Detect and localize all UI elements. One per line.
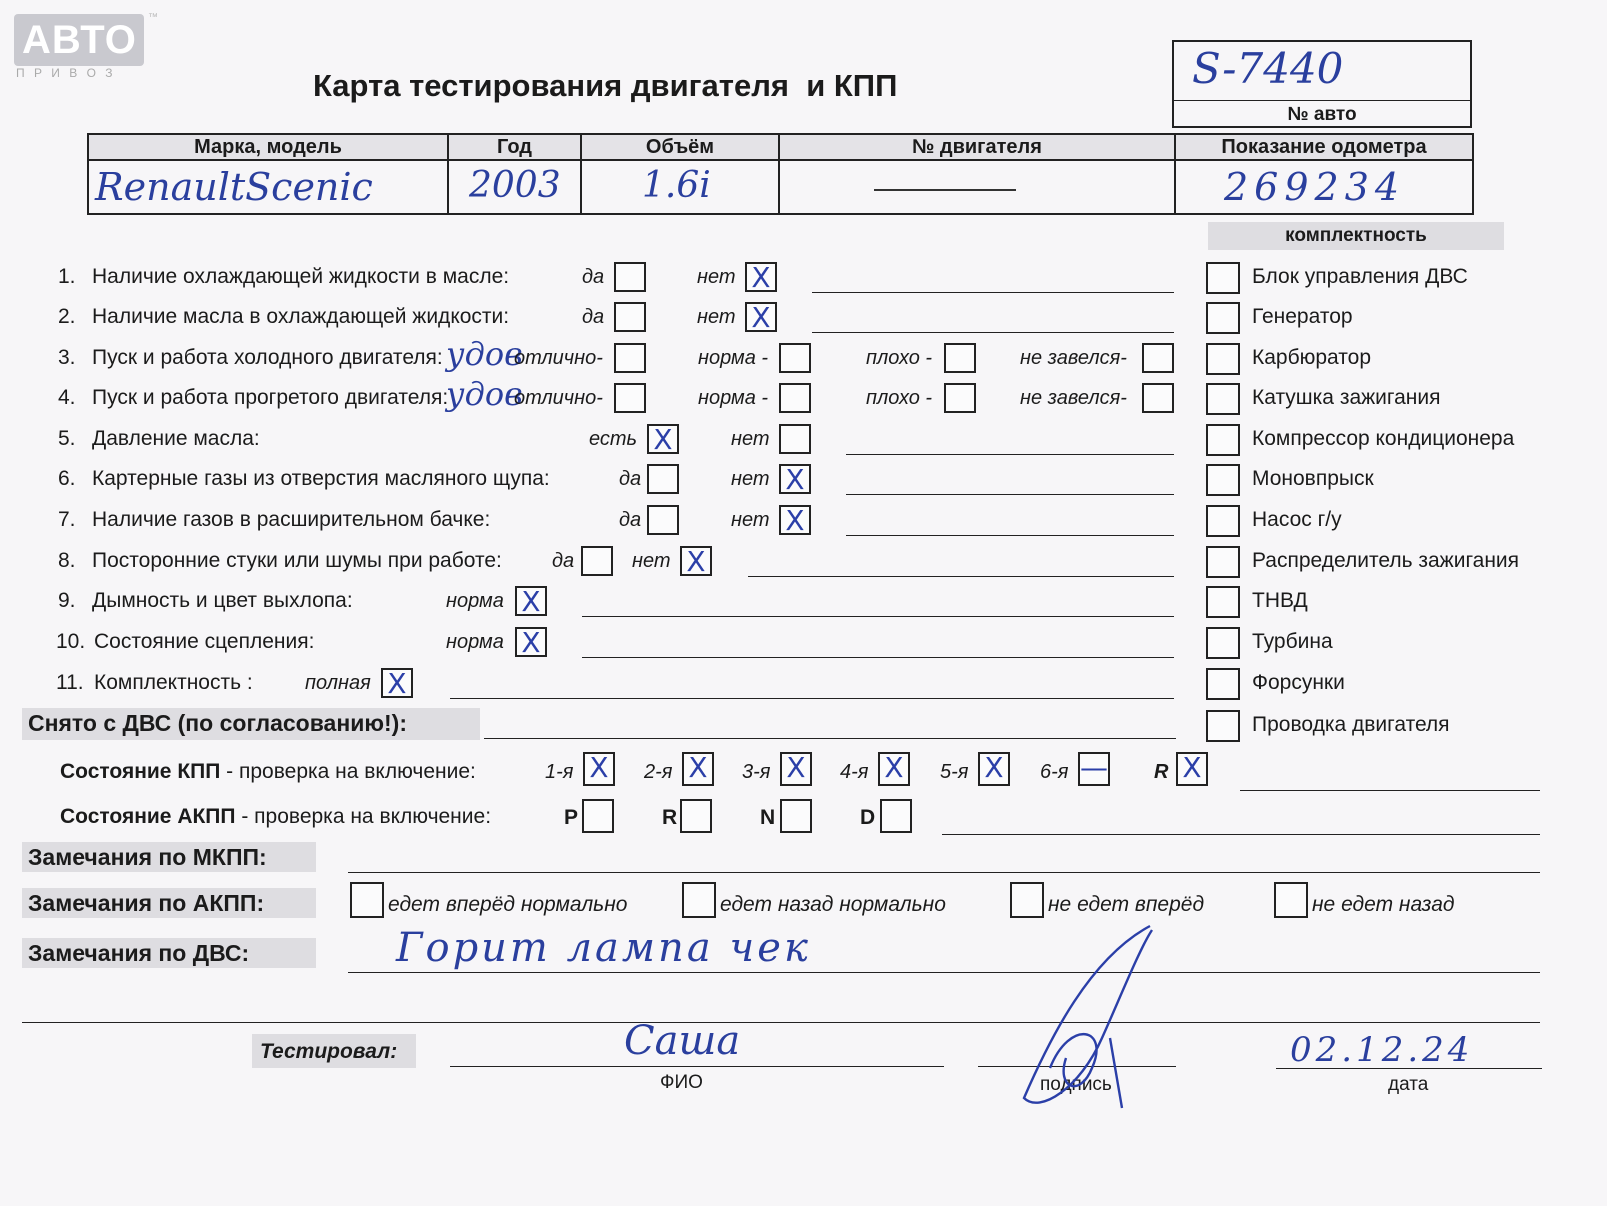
tested-by-label: Тестировал: xyxy=(260,1040,398,1063)
check-number: 11. xyxy=(56,671,84,694)
akpp-mode-box[interactable] xyxy=(780,799,812,833)
value-engine-number xyxy=(779,160,1175,214)
check-option-box[interactable] xyxy=(1142,383,1174,413)
check-option-box[interactable] xyxy=(745,302,777,332)
car-number-label: № авто xyxy=(1287,104,1357,125)
check-option-label: да xyxy=(582,306,605,328)
akpp-label: Состояние АКПП - проверка на включение: xyxy=(60,805,492,828)
remarks-dvs-handwritten: Горит лампа чек xyxy=(396,925,811,971)
answer-line xyxy=(582,657,1174,658)
check-option-box[interactable] xyxy=(1142,343,1174,373)
akpp-remark-option-label: не едет вперёд xyxy=(1048,893,1205,916)
completeness-item-label: Катушка зажигания xyxy=(1252,386,1441,409)
check-question: Давление масла: xyxy=(92,427,260,450)
remarks-dvs-label: Замечания по ДВС: xyxy=(28,940,250,966)
completeness-checkbox[interactable] xyxy=(1206,262,1240,294)
check-option-label: норма - xyxy=(698,387,769,409)
check-option-box[interactable] xyxy=(614,262,646,292)
kpp-gear-label: 4-я xyxy=(840,761,869,783)
akpp-mode-label: N xyxy=(760,806,776,829)
completeness-checkbox[interactable] xyxy=(1206,668,1240,700)
completeness-checkbox[interactable] xyxy=(1206,424,1240,456)
check-question: Картерные газы из отверстия масляного щупа: xyxy=(92,467,550,490)
completeness-checkbox[interactable] xyxy=(1206,546,1240,578)
check-option-label: не завелся- xyxy=(1020,347,1127,369)
completeness-checkbox[interactable] xyxy=(1206,627,1240,659)
check-option-box[interactable] xyxy=(647,505,679,535)
remarks-akpp-label: Замечания по АКПП: xyxy=(28,890,265,916)
kpp-gear-box-mark: — xyxy=(1080,751,1108,784)
check-option-box[interactable] xyxy=(581,546,613,576)
completeness-item-label: Форсунки xyxy=(1252,671,1345,694)
completeness-item-label: Турбина xyxy=(1252,630,1333,653)
completeness-checkbox[interactable] xyxy=(1206,343,1240,375)
kpp-gear-box[interactable] xyxy=(682,752,714,786)
kpp-gear-box-mark: X xyxy=(884,751,904,784)
completeness-item-label: Генератор xyxy=(1252,305,1353,328)
akpp-remark-checkbox[interactable] xyxy=(682,882,716,918)
completeness-item-label: Проводка двигателя xyxy=(1252,713,1450,736)
check-option-label: нет xyxy=(697,266,736,288)
check-number: 1. xyxy=(58,265,76,288)
completeness-checkbox[interactable] xyxy=(1206,710,1240,742)
check-number: 10. xyxy=(56,630,86,653)
vehicle-info-table xyxy=(87,133,1474,215)
check-option-box[interactable] xyxy=(515,627,547,657)
kpp-gear-label: R xyxy=(1154,761,1169,783)
check-question: Наличие масла в охлаждающей жидкости: xyxy=(92,305,510,328)
answer-line xyxy=(846,494,1174,495)
value-make-model: RenaultScenic xyxy=(88,160,448,214)
check-option-box[interactable] xyxy=(779,424,811,454)
check-option-box[interactable] xyxy=(614,343,646,373)
kpp-gear-label: 1-я xyxy=(545,761,574,783)
check-question: Наличие охлаждающей жидкости в масле: xyxy=(92,265,510,288)
col-engine-number: № двигателя xyxy=(779,134,1175,160)
answer-line xyxy=(748,576,1174,577)
check-option-label: норма xyxy=(446,590,504,612)
check-option-label: плохо - xyxy=(866,347,933,369)
akpp-remark-checkbox[interactable] xyxy=(1274,882,1308,918)
akpp-remark-checkbox[interactable] xyxy=(350,882,384,918)
check-question: Наличие газов в расширительном бачке: xyxy=(92,508,491,531)
logo-brand: АВТО xyxy=(22,18,137,62)
completeness-item-label: Карбюратор xyxy=(1252,346,1372,369)
check-handwritten-note: удов xyxy=(446,335,523,373)
kpp-gear-label: 6-я xyxy=(1040,761,1069,783)
removed-from-engine-label: Снято с ДВС (по согласованию!): xyxy=(28,710,407,736)
kpp-label: Состояние КПП - проверка на включение: xyxy=(60,760,476,783)
check-option-label: полная xyxy=(305,672,371,694)
avto-privoz-logo xyxy=(14,12,158,66)
car-number-box xyxy=(1172,40,1472,128)
akpp-mode-box[interactable] xyxy=(880,799,912,833)
check-option-label: нет xyxy=(731,468,770,490)
akpp-mode-label: R xyxy=(662,806,678,829)
fio-caption: ФИО xyxy=(660,1072,703,1093)
check-option-box[interactable] xyxy=(614,302,646,332)
check-question: Дымность и цвет выхлопа: xyxy=(92,589,353,612)
completeness-item-label: Насос г/у xyxy=(1252,508,1342,531)
completeness-checkbox[interactable] xyxy=(1206,302,1240,334)
check-option-box[interactable] xyxy=(515,586,547,616)
check-option-box-mark: X xyxy=(751,261,771,294)
check-option-box[interactable] xyxy=(680,546,712,576)
akpp-remark-option-label: едет вперёд нормально xyxy=(388,893,628,916)
check-option-label: отлично- xyxy=(514,347,603,369)
date-caption: дата xyxy=(1388,1074,1429,1095)
check-option-box[interactable] xyxy=(779,343,811,373)
kpp-gear-box-mark: X xyxy=(688,751,708,784)
answer-line xyxy=(582,616,1174,617)
completeness-item-label: Блок управления ДВС xyxy=(1252,265,1468,288)
check-number: 2. xyxy=(58,305,76,328)
remarks-mkpp-label: Замечания по МКПП: xyxy=(28,844,267,870)
check-option-box-mark: X xyxy=(521,585,541,618)
check-number: 7. xyxy=(58,508,76,531)
kpp-gear-box-mark: X xyxy=(786,751,806,784)
answer-line xyxy=(812,332,1174,333)
completeness-checkbox[interactable] xyxy=(1206,505,1240,537)
check-number: 5. xyxy=(58,427,76,450)
check-option-box[interactable] xyxy=(745,262,777,292)
value-odometer: 269234 xyxy=(1175,160,1473,214)
signature-caption: подпись xyxy=(1040,1074,1112,1095)
check-option-box[interactable] xyxy=(779,383,811,413)
check-option-label: плохо - xyxy=(866,387,933,409)
completeness-checkbox[interactable] xyxy=(1206,586,1240,618)
kpp-gear-box-mark: X xyxy=(984,751,1004,784)
akpp-remark-option-label: не едет назад xyxy=(1312,893,1455,916)
kpp-gear-box-mark: X xyxy=(1182,751,1202,784)
col-make-model: Марка, модель xyxy=(88,134,448,160)
kpp-gear-label: 2-я xyxy=(644,761,673,783)
check-number: 6. xyxy=(58,467,76,490)
check-option-box[interactable] xyxy=(779,464,811,494)
answer-line xyxy=(450,698,1174,699)
col-odometer: Показание одометра xyxy=(1175,134,1473,160)
check-option-box-mark: X xyxy=(751,301,771,334)
logo-subtitle: П Р И В О З xyxy=(16,66,116,80)
akpp-remark-checkbox[interactable] xyxy=(1010,882,1044,918)
check-option-label: да xyxy=(582,266,605,288)
kpp-gear-box[interactable] xyxy=(583,752,615,786)
check-question: Состояние сцепления: xyxy=(94,630,315,653)
check-option-label: есть xyxy=(589,428,638,450)
check-option-label: нет xyxy=(632,550,671,572)
value-volume: 1.6i xyxy=(581,160,779,214)
check-option-box-mark: X xyxy=(785,504,805,537)
akpp-remark-option-label: едет назад нормально xyxy=(720,893,946,916)
check-handwritten-note: удов xyxy=(446,375,523,413)
kpp-gear-box[interactable] xyxy=(1176,752,1208,786)
akpp-mode-box[interactable] xyxy=(582,799,614,833)
check-option-box-mark: X xyxy=(521,626,541,659)
check-option-box-mark: X xyxy=(653,423,673,456)
check-option-label: нет xyxy=(731,428,770,450)
check-question: Пуск и работа прогретого двигателя: xyxy=(92,386,449,409)
check-option-label: да xyxy=(619,509,642,531)
check-option-label: да xyxy=(552,550,575,572)
tester-name-handwritten: Саша xyxy=(624,1018,741,1064)
col-year: Год xyxy=(448,134,581,160)
check-number: 4. xyxy=(58,386,76,409)
check-option-label: не завелся- xyxy=(1020,387,1127,409)
check-option-box[interactable] xyxy=(647,424,679,454)
answer-line xyxy=(812,292,1174,293)
completeness-item-label: Распределитель зажигания xyxy=(1252,549,1520,572)
check-option-box-mark: X xyxy=(387,667,407,700)
check-number: 9. xyxy=(58,589,76,612)
akpp-mode-label: D xyxy=(860,806,876,829)
completeness-checkbox[interactable] xyxy=(1206,383,1240,415)
check-option-box-mark: X xyxy=(785,463,805,496)
col-volume: Объём xyxy=(581,134,779,160)
signature-scribble xyxy=(1010,918,1170,1118)
answer-line xyxy=(846,535,1174,536)
check-option-box-mark: X xyxy=(686,545,706,578)
kpp-gear-box[interactable] xyxy=(1078,752,1110,786)
page-title: Карта тестирования двигателя и КПП xyxy=(313,68,898,103)
kpp-gear-box[interactable] xyxy=(878,752,910,786)
check-option-box[interactable] xyxy=(647,464,679,494)
check-question: Посторонние стуки или шумы при работе: xyxy=(92,549,502,572)
logo-tm: ™ xyxy=(148,12,158,23)
value-year: 2003 xyxy=(448,160,581,214)
completeness-title: комплектность xyxy=(1285,225,1427,246)
kpp-gear-label: 3-я xyxy=(742,761,771,783)
check-question: Комплектность : xyxy=(94,671,253,694)
completeness-checkbox[interactable] xyxy=(1206,464,1240,496)
completeness-item-label: ТНВД xyxy=(1252,589,1308,612)
check-option-box[interactable] xyxy=(381,668,413,698)
check-option-label: норма - xyxy=(698,347,769,369)
check-number: 3. xyxy=(58,346,76,369)
completeness-item-label: Моновпрыск xyxy=(1252,467,1374,490)
kpp-gear-box-mark: X xyxy=(589,751,609,784)
check-option-box[interactable] xyxy=(614,383,646,413)
kpp-gear-box[interactable] xyxy=(978,752,1010,786)
check-option-box[interactable] xyxy=(779,505,811,535)
check-option-label: нет xyxy=(731,509,770,531)
check-option-label: нет xyxy=(697,306,736,328)
car-number-value: S-7440 xyxy=(1192,44,1344,93)
completeness-item-label: Компрессор кондиционера xyxy=(1252,427,1515,450)
check-option-label: норма xyxy=(446,631,504,653)
check-question: Пуск и работа холодного двигателя: xyxy=(92,346,443,369)
check-option-box[interactable] xyxy=(944,383,976,413)
kpp-gear-label: 5-я xyxy=(940,761,969,783)
check-option-label: да xyxy=(619,468,642,490)
check-option-label: отлично- xyxy=(514,387,603,409)
akpp-mode-box[interactable] xyxy=(680,799,712,833)
check-option-box[interactable] xyxy=(944,343,976,373)
akpp-mode-label: P xyxy=(564,806,579,829)
check-number: 8. xyxy=(58,549,76,572)
answer-line xyxy=(846,454,1174,455)
date-handwritten: 02.12.24 xyxy=(1290,1030,1474,1070)
kpp-gear-box[interactable] xyxy=(780,752,812,786)
